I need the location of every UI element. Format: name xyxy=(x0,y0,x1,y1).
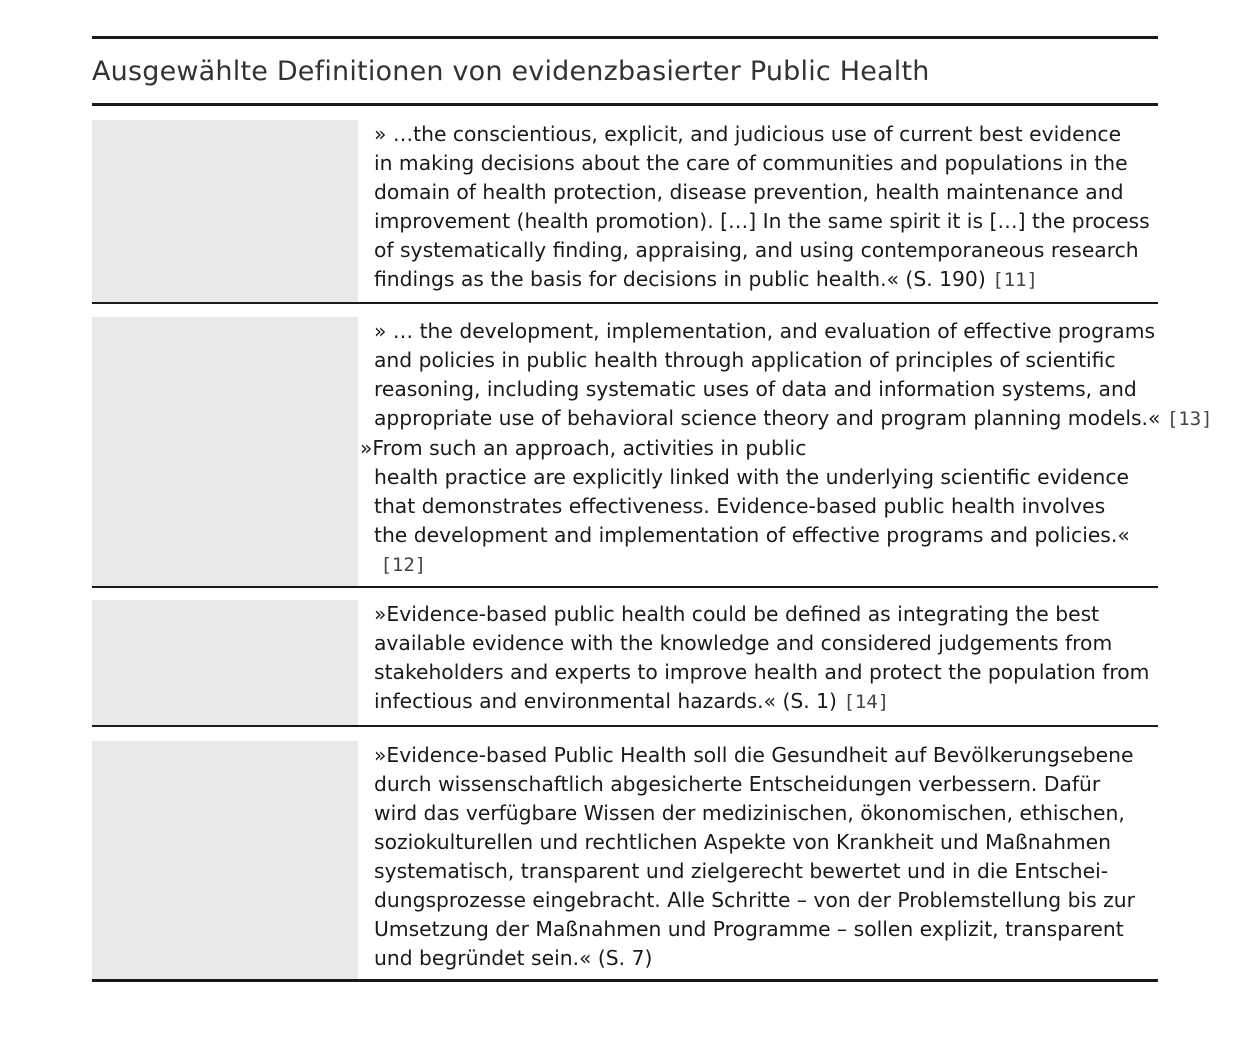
table-title: Ausgewählte Definitionen von evidenzbasierter Public Health xyxy=(92,56,930,87)
text-line: improvement (health promotion). […] In the same spirit it is […] the process xyxy=(374,209,1150,233)
bottom-rule xyxy=(92,979,1158,982)
text-line: appropriate use of behavioral science theory and program planning models.« xyxy=(374,406,1161,430)
text-line: und begründet sein.« (S. 7) xyxy=(374,946,653,970)
definitions-table xyxy=(92,36,1213,982)
text-line: »Evidence-based Public Health soll die Gesundheit auf Bevölkerungsebene xyxy=(374,743,1134,767)
text-line: dungsprozesse eingebracht. Alle Schritte – von der Problemstellung bis zur xyxy=(374,888,1135,912)
row-label-cell xyxy=(92,317,358,586)
text-line: soziokulturellen und rechtlichen Aspekte von Krankheit und Maßnahmen xyxy=(374,830,1112,854)
text-line: in making decisions about the care of communities and populations in the xyxy=(374,151,1128,175)
text-line-with-ref xyxy=(374,687,1149,717)
row-label-cell xyxy=(92,600,358,725)
definition-text xyxy=(358,120,1170,302)
text-line: and policies in public health through application of principles of scientific xyxy=(374,348,1116,372)
text-line: findings as the basis for decisions in public health.« (S. 190) xyxy=(374,267,986,291)
text-line: Umsetzung der Maßnahmen und Programme – sollen explizit, transparent xyxy=(374,917,1124,941)
table-row xyxy=(92,106,1158,302)
text-line: systematisch, transparent und zielgerecht bewertet und in die Entschei- xyxy=(374,859,1109,883)
reference-number: [13] xyxy=(1166,408,1213,430)
text-line: infectious and environmental hazards.« (S. 1) xyxy=(374,689,837,713)
text-line: » … the development, implementation, and evaluation of effective programs xyxy=(374,319,1156,343)
reference-number: [14] xyxy=(843,691,890,713)
row-label-cell xyxy=(92,120,358,302)
text-line: »From such an approach, activities in public xyxy=(360,436,807,460)
text-line: that demonstrates effectiveness. Evidence-based public health involves xyxy=(374,494,1106,518)
text-line: domain of health protection, disease prevention, health maintenance and xyxy=(374,180,1124,204)
reference-number: [11] xyxy=(992,269,1038,291)
text-line: wird das verfügbare Wissen der medizinischen, ökonomischen, ethischen, xyxy=(374,801,1125,825)
text-line: stakeholders and experts to improve health and protect the population from xyxy=(374,660,1150,684)
definition-text xyxy=(358,317,1233,586)
table-row xyxy=(92,588,1158,725)
reference-number: [12] xyxy=(380,554,427,576)
text-line-with-ref xyxy=(374,265,1150,295)
table-row xyxy=(92,304,1213,586)
text-line: » …the conscientious, explicit, and judicious use of current best evidence xyxy=(374,122,1122,146)
text-line: of systematically finding, appraising, and using contemporaneous research xyxy=(374,238,1139,262)
text-line: the development and implementation of effective programs and policies.« xyxy=(374,523,1130,547)
text-line: »Evidence-based public health could be defined as integrating the best xyxy=(374,602,1100,626)
text-line: available evidence with the knowledge and considered judgements from xyxy=(374,631,1113,655)
text-line-with-ref xyxy=(374,404,1213,434)
table-row xyxy=(92,727,1158,979)
definition-text xyxy=(358,741,1158,979)
text-line: health practice are explicitly linked with the underlying scientific evidence xyxy=(374,465,1130,489)
text-line: reasoning, including systematic uses of data and information systems, and xyxy=(374,377,1137,401)
text-line-ref xyxy=(374,550,1213,580)
definition-text xyxy=(358,600,1169,725)
row-label-cell xyxy=(92,741,358,979)
text-line: durch wissenschaftlich abgesicherte Entscheidungen verbessern. Dafür xyxy=(374,772,1101,796)
